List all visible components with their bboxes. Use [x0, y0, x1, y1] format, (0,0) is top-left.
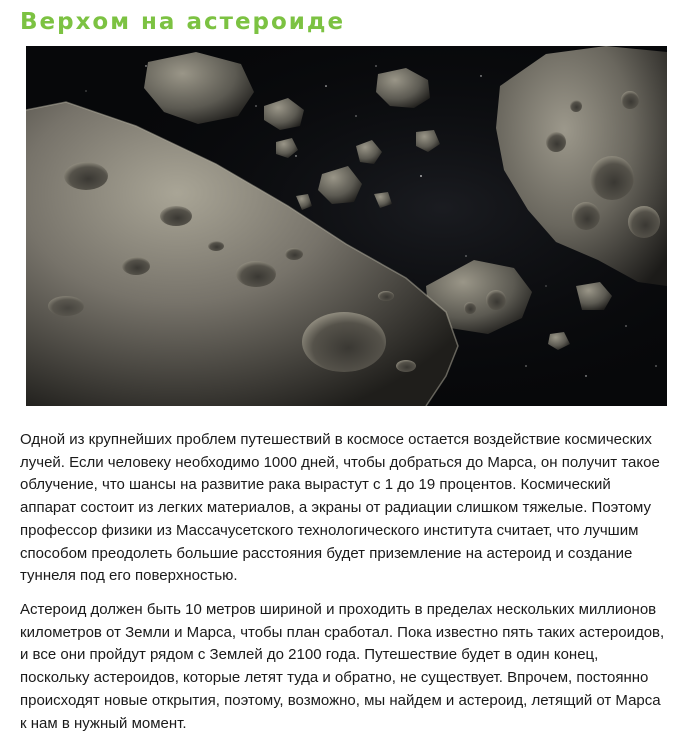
- article-paragraph-2: Астероид должен быть 10 метров шириной и проходить в пределах нескольких миллионов километров от Земли и Марса, чтобы план сработал. Пока известно пять таких астероидов, и все они пройдут рядом с Землей до 2100 года. Путешествие будет в один конец, поскольку астероидов, которые летят туда и обратно, не существует. Впрочем, постоянно происходят новые открытия, поэтому, возможно, мы найдем и астероид, летящий от Марса к нам в нужный момент.: [20, 601, 665, 732]
- article-paragraph-1: Одной из крупнейших проблем путешествий в космосе остается воздействие космических лучей. Если человеку необходимо 1000 дней, чтобы добраться до Марса, он получит такое облучение, что шансы на развитие рака вырастут с 1 до 19 процентов. Космический аппарат состоит из легких материалов, а экраны от радиации слишком тяжелые. Поэтому профессор физики из Массачусетского технологического института считает, что лучшим способом преодолеть большие расстояния будет приземление на астероид и создание туннеля под его поверхностью.: [20, 431, 660, 585]
- article-title: Верхом на астероиде: [20, 9, 346, 35]
- asteroid-illustration: [26, 46, 667, 406]
- asteroid-field-image: [26, 46, 667, 406]
